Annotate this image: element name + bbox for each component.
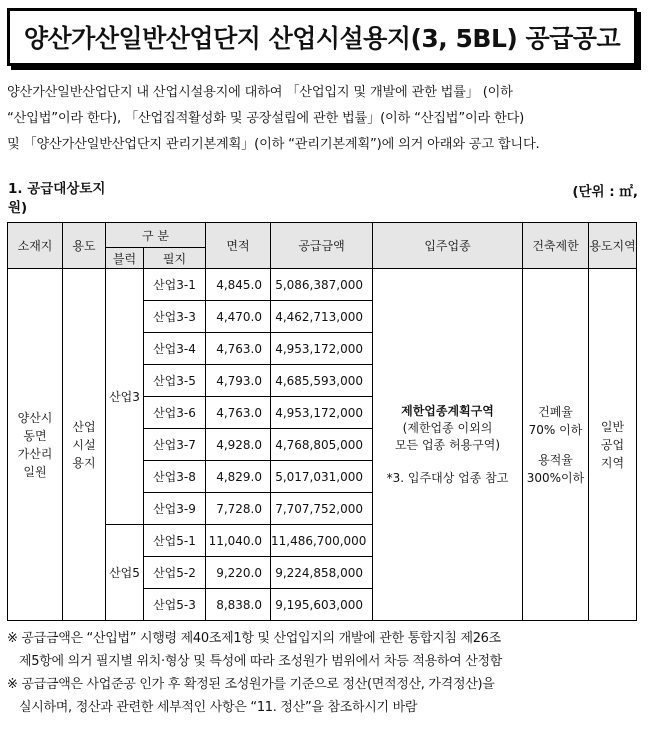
intro-paragraph — [7, 80, 642, 158]
building-limit-cell — [523, 269, 589, 621]
note-line: 제5항에 의거 필지별 위치·형상 및 특성에 따라 조성원가 범위에서 차등 적용하여 산정함 — [19, 654, 502, 669]
location-line: 양산시 — [17, 410, 53, 425]
intro-line: “산입법”이라 한다), 「산업집적활성화 및 공장설립에 관한 법률」(이하 “산집법”이라 한다) — [7, 111, 525, 126]
note-line: 실시하며, 정산과 관련한 세부적인 사항은 “11. 정산”을 참조하시기 바람 — [19, 700, 418, 715]
location-line: 가산리 — [17, 446, 53, 461]
amount-cell: 4,685,593,000 — [271, 365, 373, 397]
notice-title: 양산가산일반산업단지 산업시설용지(3, 5BL) 공급공고 — [7, 8, 637, 66]
parcel-cell: 산업3-7 — [144, 429, 206, 461]
parcel-cell: 산업3-6 — [144, 397, 206, 429]
parcel-cell: 산업5-2 — [144, 557, 206, 589]
industry-cell — [373, 269, 523, 621]
location-cell — [8, 269, 63, 621]
supply-land-table — [7, 222, 637, 621]
usage-line: 시설 — [72, 437, 96, 452]
area-cell: 9,220.0 — [206, 557, 271, 589]
zoning-line: 지역 — [600, 455, 625, 470]
header-location: 소재지 — [8, 223, 63, 269]
amount-cell: 4,462,713,000 — [271, 301, 373, 333]
intro-line: 및 「양산가산일반산업단지 관리기본계획」(이하 “관리기본계획”)에 의거 아래와 공고 합니다. — [7, 137, 540, 152]
header-zoning: 용도지역 — [589, 223, 637, 269]
parcel-cell: 산업5-3 — [144, 589, 206, 621]
parcel-cell: 산업3-3 — [144, 301, 206, 333]
area-cell: 4,829.0 — [206, 461, 271, 493]
parcel-cell: 산업3-8 — [144, 461, 206, 493]
parcel-cell: 산업3-4 — [144, 333, 206, 365]
notes — [7, 627, 647, 719]
zoning-line: 일반 — [600, 419, 625, 434]
note-line: ※ 공급금액은 “산입법” 시행령 제40조제1항 및 산업입지의 개발에 관한 통합지침 제26조 — [7, 631, 501, 646]
parcel-cell: 산업3-1 — [144, 269, 206, 301]
amount-cell: 5,017,031,000 — [271, 461, 373, 493]
header-amount: 공급금액 — [271, 223, 373, 269]
building-limit-line: 건폐율 — [538, 404, 573, 419]
industry-sub: (제한업종 이외의 — [402, 420, 493, 435]
parcel-cell: 산업3-5 — [144, 365, 206, 397]
amount-cell: 11,486,700,000 — [271, 525, 373, 557]
block-cell: 산업5 — [106, 525, 144, 621]
area-cell: 4,845.0 — [206, 269, 271, 301]
section-title — [8, 180, 158, 218]
area-cell: 7,728.0 — [206, 493, 271, 525]
industry-ref: *3. 입주대상 업종 참고 — [386, 470, 509, 485]
amount-cell: 4,953,172,000 — [271, 397, 373, 429]
header-area: 면적 — [206, 223, 271, 269]
header-block: 블럭 — [106, 248, 144, 269]
industry-sub: 모든 업종 허용구역) — [394, 437, 501, 452]
block-cell: 산업3 — [106, 269, 144, 525]
area-cell: 4,763.0 — [206, 333, 271, 365]
amount-cell: 7,707,752,000 — [271, 493, 373, 525]
location-line: 일원 — [23, 464, 47, 479]
usage-line: 산업 — [72, 419, 96, 434]
amount-cell: 5,086,387,000 — [271, 269, 373, 301]
area-cell: 4,763.0 — [206, 397, 271, 429]
header-division: 구 분 — [106, 223, 206, 248]
note-line: ※ 공급금액은 사업준공 인가 후 확정된 조성원가를 기준으로 정산(면적정산, 가격정산)을 — [7, 677, 495, 692]
area-cell: 4,928.0 — [206, 429, 271, 461]
header-usage: 용도 — [63, 223, 106, 269]
amount-cell: 9,195,603,000 — [271, 589, 373, 621]
usage-line: 용지 — [72, 455, 96, 470]
area-cell: 8,838.0 — [206, 589, 271, 621]
usage-cell — [63, 269, 106, 621]
building-limit-line: 300%이하 — [526, 470, 585, 485]
area-cell: 4,470.0 — [206, 301, 271, 333]
amount-cell: 4,768,805,000 — [271, 429, 373, 461]
amount-cell: 9,224,858,000 — [271, 557, 373, 589]
location-line: 동면 — [23, 428, 47, 443]
table-row — [8, 269, 637, 301]
intro-line: 양산가산일반산업단지 내 산업시설용지에 대하여 「산업입지 및 개발에 관한 법률」 (이하 — [7, 85, 513, 100]
unit-label: (단위 : ㎡, — [572, 184, 638, 200]
header-building-limit: 건축제한 — [523, 223, 589, 269]
section-title-line: 1. 공급대상토지 — [8, 181, 106, 197]
zoning-line: 공업 — [600, 437, 625, 452]
area-cell: 11,040.0 — [206, 525, 271, 557]
amount-cell: 4,953,172,000 — [271, 333, 373, 365]
section-title-wrap: 원) — [8, 200, 28, 216]
building-limit-line: 70% 이하 — [528, 422, 583, 437]
header-industry: 입주업종 — [373, 223, 523, 269]
parcel-cell: 산업5-1 — [144, 525, 206, 557]
parcel-cell: 산업3-9 — [144, 493, 206, 525]
zoning-cell — [589, 269, 637, 621]
area-cell: 4,793.0 — [206, 365, 271, 397]
building-limit-line: 용적율 — [538, 452, 573, 467]
industry-heading: 제한업종계획구역 — [401, 403, 494, 418]
header-parcel: 필지 — [144, 248, 206, 269]
